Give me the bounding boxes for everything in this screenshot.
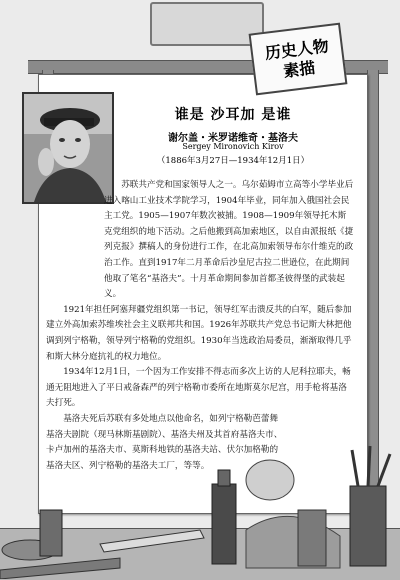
section-label-line1: 历史人物: [263, 36, 330, 63]
easel-top-board: [150, 2, 264, 46]
life-dates: （1886年3月27日—1934年12月1日）: [156, 156, 310, 166]
person-name-english: Sergey Mironovich Kirov: [182, 142, 284, 151]
article-body: [46, 178, 354, 474]
portrait-photo: [22, 92, 114, 204]
art-supplies-illustration: [0, 440, 400, 579]
portrait-illustration: [24, 94, 112, 202]
article-title: 谁是 沙耳加 是谁: [174, 107, 292, 123]
section-label: [249, 23, 348, 96]
person-name-chinese: 谢尔盖・米罗诺维奇・基洛夫: [168, 133, 298, 144]
paragraph-3: 1934年12月1日，一个因为工作安排不得志而多次上访的人尼科拉耶夫，畅通无阻地进入了平日戒备森严的列宁格勒市委所在地斯莫尔尼宫，用手枪将基洛夫打死。: [46, 367, 351, 409]
paragraph-4: 基洛夫死后苏联有多处地点以他命名，如列宁格勒芭蕾舞基洛夫剧院（现马林斯基剧院）、基洛夫州及其首府基洛夫市、卡卢加州的基洛夫市、莫斯科地铁的基洛夫站、伏尔加格勒的基洛夫区、列宁格勒的基洛夫工厂，等等。: [46, 413, 283, 471]
paragraph-2: 1921年担任阿塞拜疆党组织第一书记，领导红军击溃反共的白军，随后参加建立外高加索苏维埃社会主义联邦共和国。1926年苏联共产党总书记斯大林把他调到列宁格勒，领导列宁格勒的党组织。1930年当选政治局委员，渐渐取得几乎和斯大林分庭抗礼的权力地位。: [46, 304, 352, 362]
paragraph-1: 苏联共产党和国家领导人之一。乌尔茹姆市立高等小学毕业后进入喀山工业技术学院学习，1904年毕业，同年加入俄国社会民主工党。1905—1907年数次被捕。1908—1909年领导托木斯克党组织的地下活动。之后他搬到高加索地区，以自由派报纸《捷列克报》撰稿人的身份进行工作，在北高加索领导布尔什维克的政治工作。直到1917年二月革命后沙皇尼古拉二世逊位，在此期间他取了笔名“基洛夫”。十月革命期间参加首都圣彼得堡的武装起义。: [104, 180, 354, 300]
section-label-line2: 素描: [282, 58, 317, 81]
